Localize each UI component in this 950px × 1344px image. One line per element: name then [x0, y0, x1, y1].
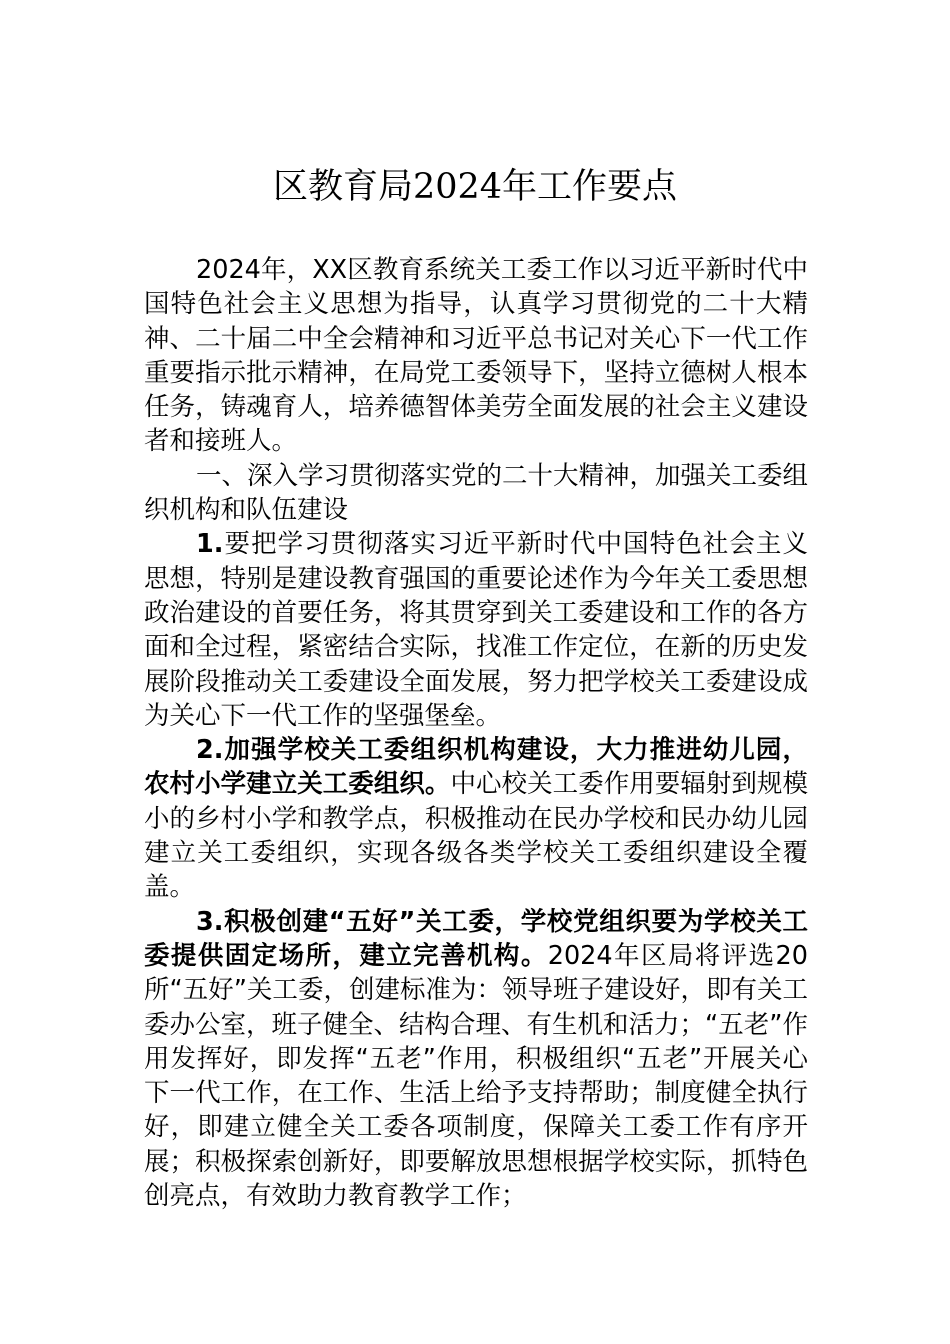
paragraph-intro — [144, 253, 808, 459]
paragraph-item-1 — [144, 527, 808, 733]
paragraph-item-2 — [144, 733, 808, 904]
paragraph-text: 中心校关工委作用要辐射到规模小的乡村小学和教学点，积极推动在民办学校和民办幼儿园建立关工委组织，实现各级各类学校关工委组织建设全覆盖。 — [144, 769, 808, 903]
document-body — [144, 253, 808, 1213]
document-title: 区教育局2024年工作要点 — [272, 167, 678, 207]
paragraph-text: 要把学习贯彻落实习近平新时代中国特色社会主义思想，特别是建设教育强国的重要论述作为今年关工委思想政治建设的首要任务，将其贯穿到关工委建设和工作的各方面和全过程，紧密结合实际，找准工作定位，在新的历史发展阶段推动关工委建设全面发展，努力把学校关工委建设成为关心下一代工作的坚强堡垒。 — [144, 529, 808, 731]
paragraph-text: 2024年区局将评选20所“五好”关工委，创建标准为：领导班子建设好，即有关工委办公室，班子健全、结构合理、有生机和活力；“五老”作用发挥好，即发挥“五老”作用，积极组织“五老”开展关心下一代工作，在工作、生活上给予支持帮助；制度健全执行好，即建立健全关工委各项制度，保障关工委工作有序开展；积极探索创新好，即要解放思想根据学校实际，抓特色创亮点，有效助力教育教学工作； — [144, 940, 808, 1212]
section-heading-1 — [144, 459, 808, 528]
paragraph-lead: 3.积极创建“五好”关工委，学校党组织要为学校关工委提供固定场所，建立完善机构。 — [144, 906, 808, 971]
paragraph-text: 2024年，XX区教育系统关工委工作以习近平新时代中国特色社会主义思想为指导，认真学习贯彻党的二十大精神、二十届二中全会精神和习近平总书记对关心下一代工作重要指示批示精神，在局党工委领导下，坚持立德树人根本任务，铸魂育人，培养德智体美劳全面发展的社会主义建设者和接班人。 — [144, 255, 808, 457]
paragraph-lead: 1. — [196, 529, 224, 560]
paragraph-item-3 — [144, 905, 808, 1214]
paragraph-lead: 2.加强学校关工委组织机构建设，大力推进幼儿园，农村小学建立关工委组织。 — [144, 735, 808, 800]
paragraph-text: 一、深入学习贯彻落实党的二十大精神，加强关工委组织机构和队伍建设 — [144, 460, 809, 526]
